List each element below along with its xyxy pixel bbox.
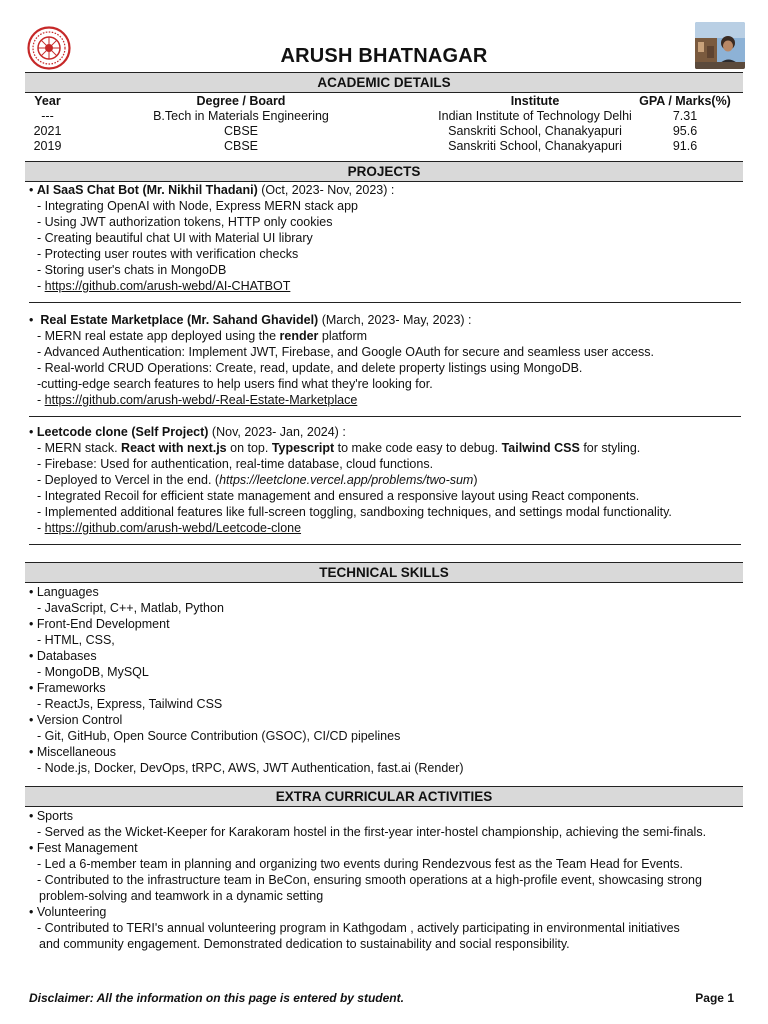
project-detail: - MERN stack. React with next.js on top. Typescript to make code easy to debug. Tailwind CSS for styling.: [37, 441, 641, 455]
cell-gpa: 91.6: [672, 139, 698, 153]
skill-category: • Languages: [29, 585, 99, 599]
project-detail: - Protecting user routes with verification checks: [37, 247, 299, 261]
skill-category: • Version Control: [29, 713, 123, 727]
activity-category: • Volunteering: [29, 905, 107, 919]
project-detail: - Deployed to Vercel in the end. (https://leetclone.vercel.app/problems/two-sum): [37, 473, 478, 487]
project-dates: (Nov, 2023- Jan, 2024) :: [208, 425, 346, 439]
project-detail: -cutting-edge search features to help users find what they're looking for.: [37, 377, 433, 391]
activity-category: • Fest Management: [29, 841, 138, 855]
project-name: AI SaaS Chat Bot (Mr. Nikhil Thadani): [36, 183, 258, 197]
column-header-institute: Institute: [510, 94, 560, 108]
activity-detail: and community engagement. Demonstrated dedication to sustainability and social responsibility.: [39, 937, 570, 951]
cell-degree: B.Tech in Materials Engineering: [153, 109, 329, 123]
project-detail: - Implemented additional features like full-screen toggling, sandboxing techniques, and settings modal functionality.: [37, 505, 672, 519]
table-row: [25, 109, 743, 124]
demo-link[interactable]: https://leetclone.vercel.app/problems/two-sum: [219, 473, 474, 487]
project-title-line: [29, 424, 741, 440]
table-row: [25, 139, 743, 154]
section-header-academic: ACADEMIC DETAILS: [25, 72, 743, 93]
column-header-gpa: GPA / Marks(%): [639, 94, 731, 108]
project-detail: - MERN real estate app deployed using the render platform: [37, 329, 368, 343]
project-link-line: - https://github.com/arush-webd/AI-CHATBOT: [37, 279, 291, 293]
skill-detail: - Git, GitHub, Open Source Contribution (GSOC), CI/CD pipelines: [37, 729, 401, 743]
cell-degree: CBSE: [223, 139, 259, 153]
github-link-real-estate[interactable]: https://github.com/arush-webd/-Real-Estate-Marketplace: [44, 393, 358, 407]
cell-institute: Sanskriti School, Chanakyapuri: [448, 139, 622, 153]
skill-category: • Databases: [29, 649, 97, 663]
cell-year: ---: [41, 109, 54, 123]
section-header-skills: TECHNICAL SKILLS: [25, 562, 743, 583]
skill-category: • Miscellaneous: [29, 745, 117, 759]
project-detail: - Creating beautiful chat UI with Material UI library: [37, 231, 313, 245]
cell-gpa: 7.31: [672, 109, 698, 123]
project-leetcode-clone: [29, 424, 741, 536]
skill-detail: - HTML, CSS,: [37, 633, 115, 647]
activity-detail: - Led a 6-member team in planning and organizing two events during Rendezvous fest as the Team Head for Events.: [37, 857, 683, 871]
project-real-estate: [29, 312, 741, 408]
bullet: •: [29, 183, 34, 197]
project-detail: - Real-world CRUD Operations: Create, read, update, and delete property listings using MongoDB.: [37, 361, 583, 375]
academic-table: [25, 94, 743, 154]
cell-institute: Indian Institute of Technology Delhi: [438, 109, 632, 123]
github-link-leetcode-clone[interactable]: https://github.com/arush-webd/Leetcode-clone: [44, 521, 302, 535]
column-header-year: Year: [34, 94, 61, 108]
project-ai-chatbot: [29, 182, 741, 294]
divider: [29, 544, 741, 545]
project-name: Real Estate Marketplace (Mr. Sahand Ghavidel): [40, 313, 319, 327]
project-detail: - Advanced Authentication: Implement JWT, Firebase, and Google OAuth for secure and seamless user access.: [37, 345, 654, 359]
project-title-line: [29, 312, 741, 328]
academic-table-header: [25, 94, 743, 109]
skill-detail: - ReactJs, Express, Tailwind CSS: [37, 697, 223, 711]
cell-year: 2021: [33, 124, 62, 138]
table-row: [25, 124, 743, 139]
column-header-degree: Degree / Board: [196, 94, 286, 108]
skill-detail: - Node.js, Docker, DevOps, tRPC, AWS, JWT Authentication, fast.ai (Render): [37, 761, 464, 775]
project-detail: - Integrating OpenAI with Node, Express MERN stack app: [37, 199, 358, 213]
skill-category: • Front-End Development: [29, 617, 170, 631]
cell-institute: Sanskriti School, Chanakyapuri: [448, 124, 622, 138]
divider: [29, 416, 741, 417]
activity-category: • Sports: [29, 809, 73, 823]
cell-gpa: 95.6: [672, 124, 698, 138]
section-header-extra-curricular: EXTRA CURRICULAR ACTIVITIES: [25, 786, 743, 807]
candidate-name: ARUSH BHATNAGAR: [280, 45, 488, 67]
bullet: •: [29, 425, 34, 439]
project-detail: - Using JWT authorization tokens, HTTP only cookies: [37, 215, 333, 229]
project-detail: - Firebase: Used for authentication, real-time database, cloud functions.: [37, 457, 434, 471]
divider: [29, 302, 741, 303]
activity-detail: - Served as the Wicket-Keeper for Karakoram hostel in the first-year inter-hostel championship, achieving the semi-finals.: [37, 825, 707, 839]
github-link-ai-chatbot[interactable]: https://github.com/arush-webd/AI-CHATBOT: [44, 279, 291, 293]
extra-curricular-list: [29, 808, 741, 952]
project-title-line: [29, 182, 741, 198]
disclaimer: Disclaimer: All the information on this page is entered by student.: [29, 991, 404, 1005]
cell-year: 2019: [33, 139, 62, 153]
project-dates: (March, 2023- May, 2023) :: [318, 313, 472, 327]
skill-detail: - MongoDB, MySQL: [37, 665, 149, 679]
project-link-line: - https://github.com/arush-webd/Leetcode-clone: [37, 521, 302, 535]
project-name: Leetcode clone (Self Project): [36, 425, 209, 439]
skills-list: [29, 584, 741, 776]
cell-degree: CBSE: [223, 124, 259, 138]
project-link-line: - https://github.com/arush-webd/-Real-Estate-Marketplace: [37, 393, 358, 407]
page-number: Page 1: [695, 991, 734, 1005]
bullet: •: [29, 313, 34, 327]
activity-detail: - Contributed to TERI's annual volunteering program in Kathgodam , actively participating in environmental initiatives: [37, 921, 680, 935]
project-detail: - Integrated Recoil for efficient state management and ensured a responsive layout using React components.: [37, 489, 640, 503]
section-header-projects: PROJECTS: [25, 161, 743, 182]
project-detail: - Storing user's chats in MongoDB: [37, 263, 227, 277]
activity-detail: problem-solving and teamwork in a dynamic setting: [39, 889, 324, 903]
activity-detail: - Contributed to the infrastructure team in BeCon, ensuring smooth operations at a high-profile event, showcasing strong: [37, 873, 702, 887]
project-dates: (Oct, 2023- Nov, 2023) :: [257, 183, 395, 197]
skill-detail: - JavaScript, C++, Matlab, Python: [37, 601, 224, 615]
skill-category: • Frameworks: [29, 681, 106, 695]
